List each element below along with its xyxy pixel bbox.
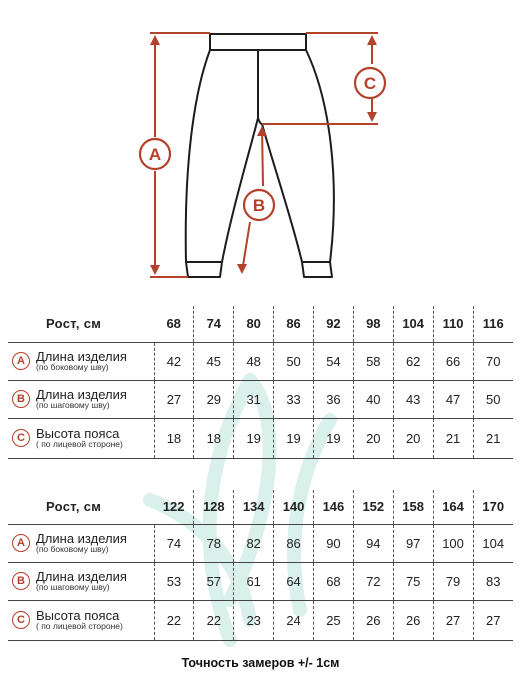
size-header: 92 bbox=[314, 306, 354, 342]
row-label: Высота пояса bbox=[36, 607, 120, 623]
marker-a-badge: A bbox=[12, 534, 30, 552]
value-cell: 21 bbox=[433, 418, 473, 458]
table-row bbox=[8, 600, 513, 640]
height-label: Рост, см bbox=[8, 306, 154, 342]
value-cell: 23 bbox=[234, 600, 274, 640]
value-cell: 97 bbox=[393, 524, 433, 562]
value-cell: 61 bbox=[234, 562, 274, 600]
value-cell: 62 bbox=[393, 342, 433, 380]
value-cell: 22 bbox=[154, 600, 194, 640]
size-header: 74 bbox=[194, 306, 234, 342]
value-cell: 26 bbox=[393, 600, 433, 640]
value-cell: 58 bbox=[353, 342, 393, 380]
row-sublabel: (по шаговому шву) bbox=[36, 400, 110, 411]
table-header-row bbox=[8, 306, 513, 342]
row-label: Длина изделия bbox=[36, 348, 127, 364]
pants-outline bbox=[186, 34, 334, 277]
table-header-row bbox=[8, 490, 513, 524]
value-cell: 19 bbox=[314, 418, 354, 458]
value-cell: 86 bbox=[274, 524, 314, 562]
value-cell: 70 bbox=[473, 342, 513, 380]
value-cell: 90 bbox=[314, 524, 354, 562]
value-cell: 42 bbox=[154, 342, 194, 380]
size-header: 152 bbox=[353, 490, 393, 524]
size-table-2 bbox=[8, 490, 513, 641]
size-table-1 bbox=[8, 306, 513, 459]
size-header: 128 bbox=[194, 490, 234, 524]
measurement-accuracy-note: Точность замеров +/- 1см bbox=[181, 656, 340, 670]
marker-c-badge: C bbox=[12, 429, 30, 447]
value-cell: 24 bbox=[274, 600, 314, 640]
measurement-lines bbox=[150, 33, 378, 277]
row-label: Высота пояса bbox=[36, 425, 120, 441]
marker-b bbox=[244, 190, 274, 220]
value-cell: 21 bbox=[473, 418, 513, 458]
value-cell: 27 bbox=[473, 600, 513, 640]
value-cell: 66 bbox=[433, 342, 473, 380]
size-header: 86 bbox=[274, 306, 314, 342]
value-cell: 94 bbox=[353, 524, 393, 562]
size-header: 140 bbox=[274, 490, 314, 524]
value-cell: 53 bbox=[154, 562, 194, 600]
value-cell: 20 bbox=[393, 418, 433, 458]
marker-b-badge: B bbox=[12, 572, 30, 590]
marker-a-badge: A bbox=[12, 352, 30, 370]
value-cell: 27 bbox=[433, 600, 473, 640]
value-cell: 18 bbox=[194, 418, 234, 458]
size-header: 170 bbox=[473, 490, 513, 524]
table-row bbox=[8, 524, 513, 562]
value-cell: 72 bbox=[353, 562, 393, 600]
value-cell: 50 bbox=[473, 380, 513, 418]
value-cell: 40 bbox=[353, 380, 393, 418]
pants-measurement-diagram bbox=[0, 0, 521, 290]
size-header: 146 bbox=[314, 490, 354, 524]
value-cell: 31 bbox=[234, 380, 274, 418]
marker-b-badge: B bbox=[12, 390, 30, 408]
marker-c-badge: C bbox=[12, 611, 30, 629]
size-header: 122 bbox=[154, 490, 194, 524]
table-row bbox=[8, 418, 513, 458]
value-cell: 83 bbox=[473, 562, 513, 600]
value-cell: 78 bbox=[194, 524, 234, 562]
value-cell: 50 bbox=[274, 342, 314, 380]
value-cell: 19 bbox=[234, 418, 274, 458]
size-header: 68 bbox=[154, 306, 194, 342]
height-label: Рост, см bbox=[8, 490, 154, 524]
svg-text:B: B bbox=[252, 196, 266, 215]
value-cell: 43 bbox=[393, 380, 433, 418]
row-label: Длина изделия bbox=[36, 568, 127, 584]
row-sublabel: ( по лицевой стороне) bbox=[36, 439, 123, 450]
value-cell: 33 bbox=[274, 380, 314, 418]
row-label: Длина изделия bbox=[36, 530, 127, 546]
size-header: 110 bbox=[433, 306, 473, 342]
size-header: 104 bbox=[393, 306, 433, 342]
value-cell: 100 bbox=[433, 524, 473, 562]
value-cell: 19 bbox=[274, 418, 314, 458]
arrow-heads bbox=[150, 35, 377, 275]
value-cell: 25 bbox=[314, 600, 354, 640]
size-header: 134 bbox=[234, 490, 274, 524]
value-cell: 36 bbox=[314, 380, 354, 418]
value-cell: 26 bbox=[353, 600, 393, 640]
value-cell: 20 bbox=[353, 418, 393, 458]
table-row bbox=[8, 342, 513, 380]
size-header: 164 bbox=[433, 490, 473, 524]
value-cell: 79 bbox=[433, 562, 473, 600]
value-cell: 54 bbox=[314, 342, 354, 380]
row-sublabel: (по боковому шву) bbox=[36, 362, 109, 373]
marker-c bbox=[355, 68, 385, 98]
value-cell: 82 bbox=[234, 524, 274, 562]
table-row bbox=[8, 562, 513, 600]
size-header: 116 bbox=[473, 306, 513, 342]
svg-text:C: C bbox=[363, 74, 377, 93]
size-header: 80 bbox=[234, 306, 274, 342]
row-sublabel: (по шаговому шву) bbox=[36, 582, 110, 593]
value-cell: 18 bbox=[154, 418, 194, 458]
row-sublabel: (по боковому шву) bbox=[36, 544, 109, 555]
value-cell: 57 bbox=[194, 562, 234, 600]
svg-text:A: A bbox=[148, 145, 162, 164]
table-row bbox=[8, 380, 513, 418]
row-label: Длина изделия bbox=[36, 386, 127, 402]
size-header: 98 bbox=[353, 306, 393, 342]
marker-a bbox=[140, 139, 170, 169]
size-header: 158 bbox=[393, 490, 433, 524]
value-cell: 27 bbox=[154, 380, 194, 418]
value-cell: 74 bbox=[154, 524, 194, 562]
row-sublabel: ( по лицевой стороне) bbox=[36, 621, 123, 632]
value-cell: 75 bbox=[393, 562, 433, 600]
value-cell: 47 bbox=[433, 380, 473, 418]
value-cell: 68 bbox=[314, 562, 354, 600]
value-cell: 22 bbox=[194, 600, 234, 640]
value-cell: 64 bbox=[274, 562, 314, 600]
value-cell: 45 bbox=[194, 342, 234, 380]
value-cell: 29 bbox=[194, 380, 234, 418]
value-cell: 104 bbox=[473, 524, 513, 562]
value-cell: 48 bbox=[234, 342, 274, 380]
